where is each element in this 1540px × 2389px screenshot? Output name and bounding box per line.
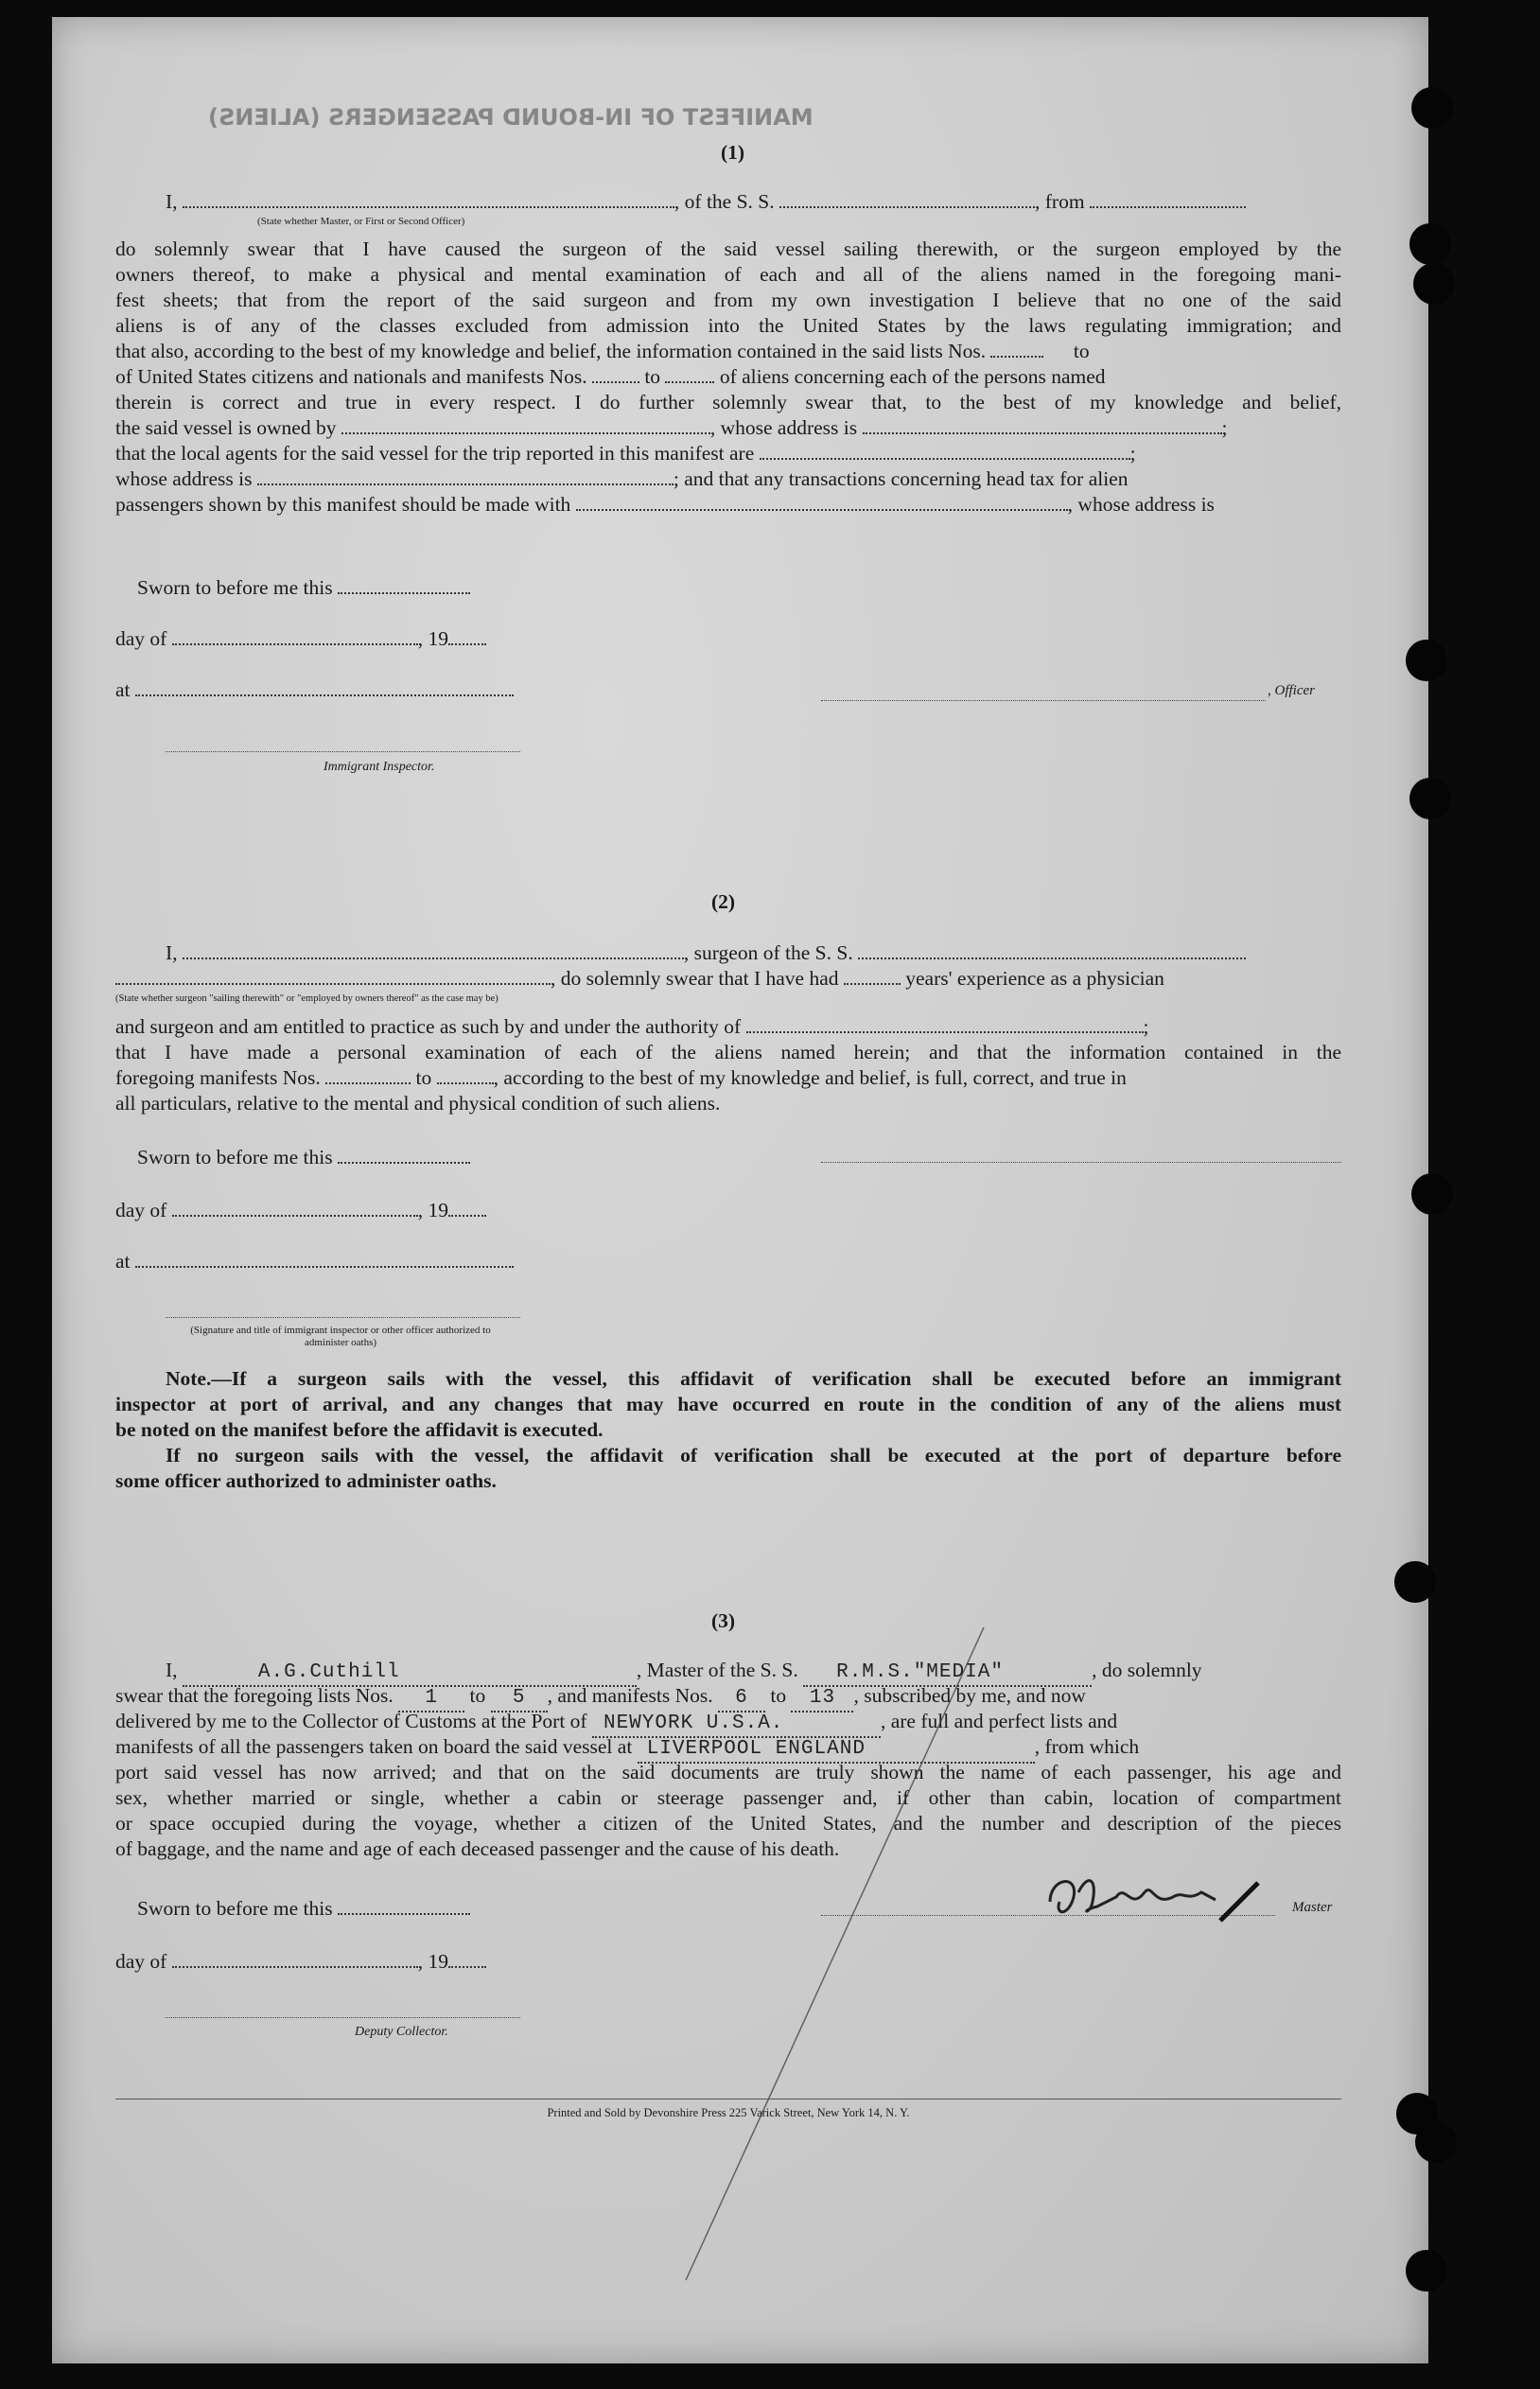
sec1-line-1: I, , of the S. S. , from: [166, 189, 1246, 214]
sec3-para-line: port said vessel has now arrived; and that on the said documents are truly shown the name of each passenger, his age and: [115, 1761, 1341, 1783]
sec3-para-line: of baggage, and the name and age of each deceased passenger and the cause of his death.: [115, 1837, 840, 1860]
sec1-day-of: day of , 19: [115, 626, 486, 651]
sec1-para-line: of United States citizens and nationals and manifests Nos. to of aliens concerning each of the persons named: [115, 365, 1106, 388]
sec1-para-line: aliens is of any of the classes excluded from admission into the United States by the laws regulating immigration; and: [115, 314, 1341, 337]
sec2-signature-note: (Signature and title of immigrant inspector or other officer authorized to administer oaths): [190, 1325, 491, 1348]
sec1-para-line: therein is correct and true in every respect. I do further solemnly swear that, to the best of my knowledge and belief,: [115, 391, 1341, 413]
sec2-line-3: and surgeon and am entitled to practice as such by and under the authority of ;: [115, 1015, 1149, 1038]
note-line: inspector at port of arrival, and any changes that may have occurred en route in the condition of any of the aliens must: [115, 1393, 1341, 1415]
punch-hole: [1413, 263, 1455, 305]
sec1-sworn: Sworn to before me this: [137, 575, 470, 600]
sec2-at: at: [115, 1249, 514, 1274]
sec3-line-4: manifests of all the passengers taken on board the said vessel at LIVERPOOL ENGLAND , from which: [115, 1734, 1139, 1764]
sec2-surgeon-note: (State whether surgeon "sailing therewith" or "employed by owners thereof" as the case may be): [115, 993, 499, 1004]
sec1-inspector-signature-line: [166, 751, 520, 752]
deputy-collector-label: Deputy Collector.: [355, 2025, 448, 2039]
bleed-through-header: MANIFEST OF IN-BOUND PASSENGERS (ALIENS): [208, 104, 814, 131]
sec2-inspector-signature-line: [166, 1317, 520, 1318]
sec1-officer-label: , Officer: [1268, 683, 1315, 698]
sec2-line-1: I, , surgeon of the S. S.: [166, 940, 1246, 965]
sec1-para-line: the said vessel is owned by , whose address is ;: [115, 416, 1228, 439]
sec1-officer-note: (State whether Master, or First or Second Officer): [257, 216, 465, 227]
sec1-para-line: owners thereof, to make a physical and mental examination of each and all of the aliens named in the foregoing mani-: [115, 263, 1341, 286]
sec1-inspector-label: Immigrant Inspector.: [324, 760, 435, 774]
sec1-para-line: passengers shown by this manifest should be made with , whose address is: [115, 493, 1215, 516]
deputy-signature-line: [166, 2017, 520, 2018]
punch-hole: [1406, 640, 1447, 681]
sec3-sworn: Sworn to before me this: [137, 1896, 470, 1921]
sec1-at: at: [115, 677, 514, 702]
arrival-port: NEWYORK U.S.A.: [603, 1713, 784, 1734]
sec2-day-of: day of , 19: [115, 1198, 486, 1222]
punch-hole: [1415, 2121, 1457, 2163]
sec3-line-2: swear that the foregoing lists Nos. 1 to 5 , and manifests Nos. 6 to 13 , subscribed by me, and now: [115, 1683, 1086, 1713]
note-line: be noted on the manifest before the affidavit is executed.: [115, 1418, 604, 1441]
sec1-para-line: whose address is ; and that any transactions concerning head tax for alien: [115, 467, 1129, 490]
punch-hole: [1406, 2250, 1447, 2292]
punch-hole: [1411, 87, 1453, 129]
punch-hole: [1411, 1173, 1453, 1215]
sec3-day-of: day of , 19: [115, 1949, 486, 1974]
sec3-line-3: delivered by me to the Collector of Customs at the Port of NEWYORK U.S.A. , are full and perfect lists and: [115, 1709, 1117, 1738]
punch-hole: [1394, 1561, 1436, 1603]
note-line: Note.—If a surgeon sails with the vessel, this affidavit of verification shall be executed before an immigrant: [166, 1367, 1341, 1390]
sec2-sworn: Sworn to before me this: [137, 1145, 470, 1169]
sec2-line-5: foregoing manifests Nos. to , according to the best of my knowledge and belief, is full, correct, and true in: [115, 1066, 1127, 1089]
sec3-line-1: I, A.G.Cuthill , Master of the S. S. R.M.S."MEDIA" , do solemnly: [166, 1658, 1202, 1687]
manifests-to: 13: [809, 1687, 836, 1709]
sec1-para-line: that the local agents for the said vessel for the trip reported in this manifest are ;: [115, 442, 1136, 465]
master-label: Master: [1292, 1900, 1333, 1915]
lists-to: 5: [512, 1687, 526, 1709]
section-1-number: (1): [721, 141, 745, 164]
sec2-surgeon-signature-line: [821, 1162, 1341, 1163]
sec2-line-6: all particulars, relative to the mental and physical condition of such aliens.: [115, 1092, 721, 1115]
section-2-number: (2): [711, 890, 736, 913]
sec1-para-line: fest sheets; that from the report of the said surgeon and from my own investigation I believe that no one of the said: [115, 289, 1341, 311]
sec1-para-line: do solemnly swear that I have caused the surgeon of the said vessel sailing therewith, or the surgeon employed by the: [115, 237, 1341, 260]
departure-port: LIVERPOOL ENGLAND: [646, 1738, 866, 1760]
punch-hole: [1409, 223, 1451, 265]
manifests-from: 6: [735, 1687, 748, 1709]
sec1-para-line: that also, according to the best of my knowledge and belief, the information contained in the said lists Nos. to: [115, 340, 1090, 362]
section-3-number: (3): [711, 1609, 736, 1632]
sec3-para-line: sex, whether married or single, whether a cabin or steerage passenger and, if other than cabin, location of compartment: [115, 1786, 1341, 1809]
sec2-line-2: , do solemnly swear that I have had years' experience as a physician: [115, 966, 1164, 991]
master-name: A.G.Cuthill: [257, 1661, 400, 1683]
ship-name: R.M.S."MEDIA": [836, 1661, 1004, 1683]
master-signature: [1041, 1864, 1268, 1940]
sec3-para-line: or space occupied during the voyage, whether a citizen of the United States, and the number and description of the pieces: [115, 1812, 1341, 1835]
sec1-officer-signature-line: [821, 700, 1266, 701]
note-line: some officer authorized to administer oaths.: [115, 1469, 497, 1492]
printer-credit: Printed and Sold by Devonshire Press 225 Varick Street, New York 14, N. Y.: [547, 2106, 910, 2119]
lists-from: 1: [425, 1687, 438, 1709]
pen-stroke: [681, 1627, 993, 2290]
note-line: If no surgeon sails with the vessel, the affidavit of verification shall be executed at the port of departure before: [166, 1444, 1341, 1467]
punch-hole: [1409, 778, 1451, 819]
sec2-line-4: that I have made a personal examination of each of the aliens named herein; and that the information contained in the: [115, 1041, 1341, 1063]
